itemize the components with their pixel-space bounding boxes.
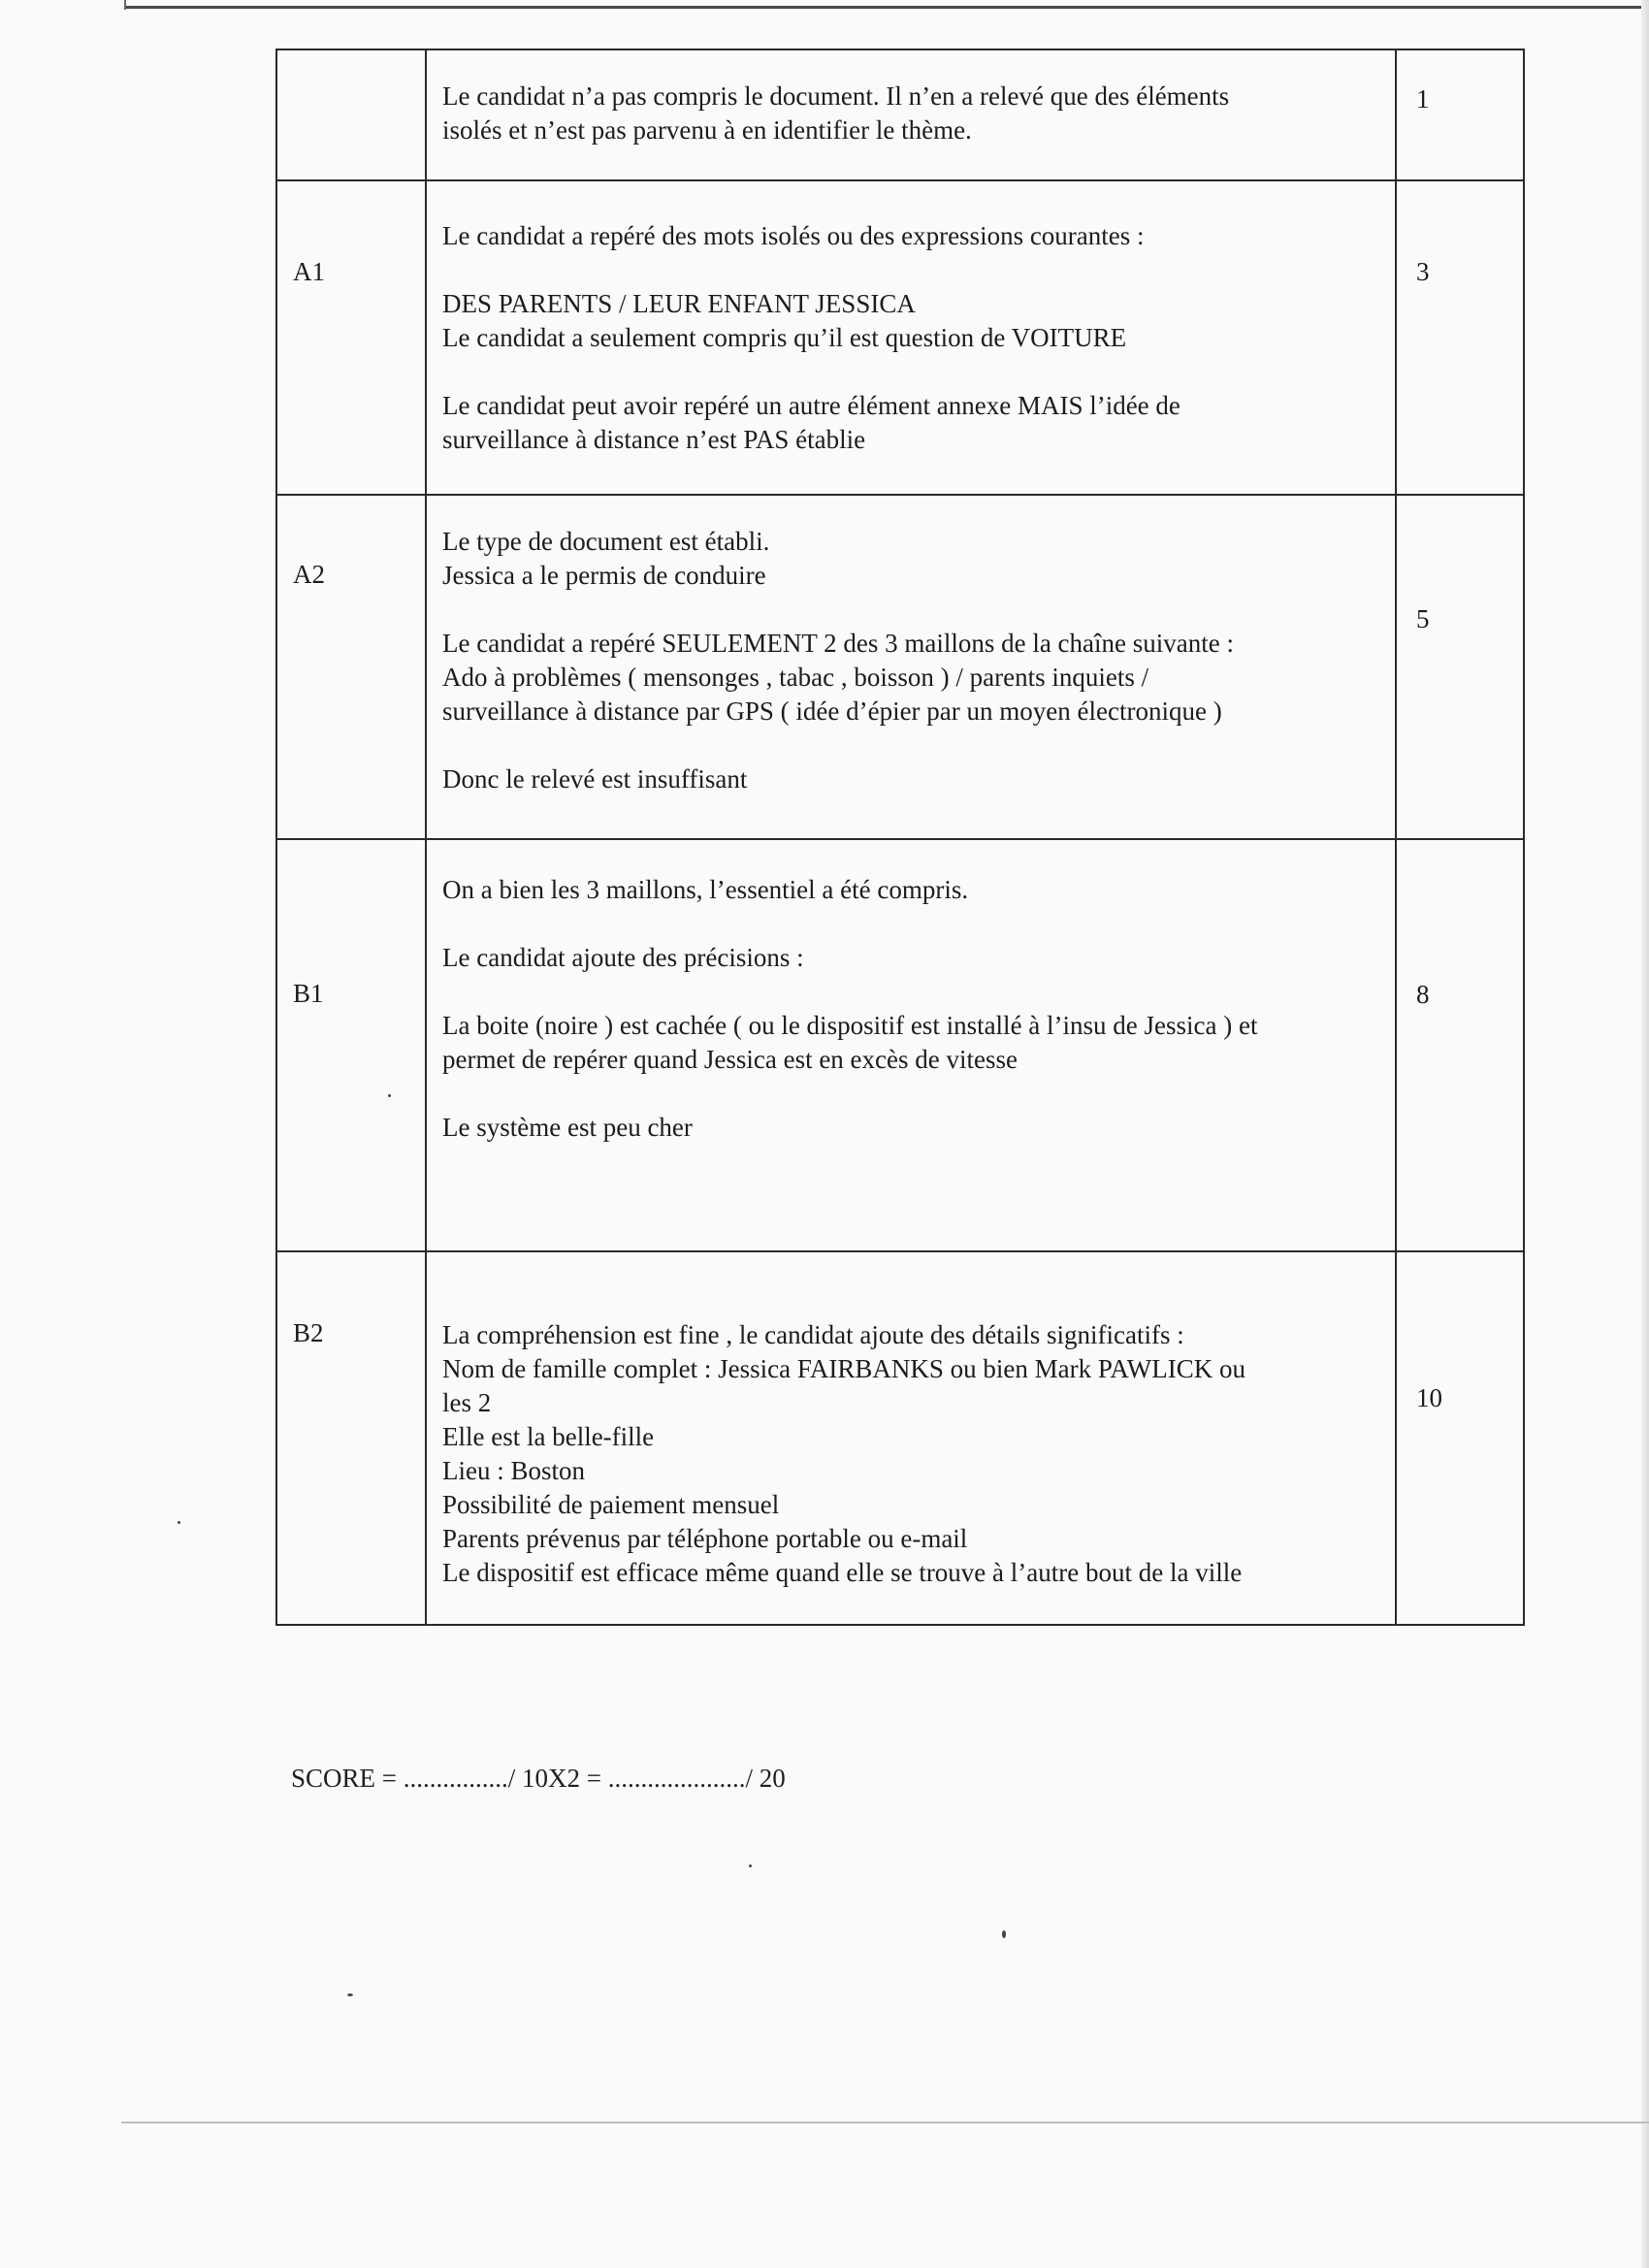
level-label: B1 (293, 979, 324, 1008)
description-line: permet de repérer quand Jessica est en excès de vitesse (442, 1045, 1018, 1074)
description-line: La boite (noire ) est cachée ( ou le dispositif est installé à l’insu de Jessica ) et (442, 1011, 1258, 1040)
table-row (276, 49, 1524, 180)
description-line: Nom de famille complet : Jessica FAIRBANKS ou bien Mark PAWLICK ou (442, 1354, 1245, 1383)
description-line: Jessica a le permis de conduire (442, 561, 766, 590)
scan-speck (749, 1864, 752, 1867)
description-paragraph (442, 627, 1383, 729)
description-cell (426, 495, 1396, 839)
table-row (276, 180, 1524, 495)
description-paragraph (442, 941, 1383, 975)
scan-right-edge (1641, 0, 1649, 2268)
score-value: 3 (1416, 257, 1430, 286)
description-cell (426, 180, 1396, 495)
scan-speck (178, 1521, 180, 1524)
description-line: Le candidat peut avoir repéré un autre élément annexe MAIS l’idée de (442, 391, 1180, 420)
table-row (276, 495, 1524, 839)
description-paragraph (442, 287, 1383, 355)
description-line: Le candidat a repéré des mots isolés ou des expressions courantes : (442, 221, 1145, 250)
description-paragraph (442, 219, 1383, 253)
score-value: 5 (1416, 604, 1430, 633)
description-paragraph (442, 525, 1383, 593)
description-line: Le système est peu cher (442, 1113, 693, 1142)
description-cell (426, 839, 1396, 1251)
level-cell (276, 49, 426, 180)
level-cell (276, 1251, 426, 1625)
score-cell (1396, 495, 1524, 839)
scan-speck (1002, 1930, 1006, 1938)
description-line: Le candidat n’a pas compris le document. Il n’en a relevé que des éléments (442, 81, 1230, 111)
description-line: les 2 (442, 1388, 492, 1417)
description-line: Lieu : Boston (442, 1456, 585, 1485)
scan-top-edge (126, 6, 1649, 9)
level-cell (276, 180, 426, 495)
description-line: Ado à problèmes ( mensonges , tabac , boisson ) / parents inquiets / (442, 663, 1149, 692)
description-line: surveillance à distance n’est PAS établie (442, 425, 866, 454)
description-paragraph (442, 1111, 1383, 1145)
description-paragraph (442, 389, 1383, 457)
grading-table (275, 49, 1525, 1626)
description-line: Parents prévenus par téléphone portable ou e-mail (442, 1524, 968, 1553)
description-line: Le candidat a seulement compris qu’il est question de VOITURE (442, 323, 1127, 352)
description-line: Le candidat a repéré SEULEMENT 2 des 3 maillons de la chaîne suivante : (442, 629, 1234, 658)
description-line: Elle est la belle-fille (442, 1422, 655, 1451)
description-paragraph (442, 1009, 1383, 1077)
score-value: 1 (1416, 84, 1430, 113)
description-line: Le type de document est établi. (442, 527, 770, 556)
score-value: 10 (1416, 1383, 1442, 1412)
scan-bottom-edge (121, 2122, 1649, 2123)
scan-speck (347, 1993, 353, 1996)
level-cell (276, 495, 426, 839)
score-cell (1396, 1251, 1524, 1625)
description-line: surveillance à distance par GPS ( idée d’épier par un moyen électronique ) (442, 697, 1222, 726)
level-cell (276, 839, 426, 1251)
description-line: Le dispositif est efficace même quand elle se trouve à l’autre bout de la ville (442, 1558, 1243, 1587)
description-line: On a bien les 3 maillons, l’essentiel a été compris. (442, 875, 969, 904)
description-line: DES PARENTS / LEUR ENFANT JESSICA (442, 289, 916, 318)
description-line: isolés et n’est pas parvenu à en identifier le thème. (442, 115, 972, 145)
table-row (276, 1251, 1524, 1625)
description-cell (426, 1251, 1396, 1625)
description-paragraph (442, 1318, 1383, 1590)
scan-speck (388, 1094, 391, 1097)
description-line: Le candidat ajoute des précisions : (442, 943, 804, 972)
level-label: A1 (293, 257, 325, 286)
score-value: 8 (1416, 980, 1430, 1009)
score-cell (1396, 180, 1524, 495)
level-label: A2 (293, 560, 325, 589)
description-paragraph (442, 762, 1383, 796)
level-label: B2 (293, 1318, 324, 1347)
description-paragraph (442, 80, 1383, 147)
score-cell (1396, 839, 1524, 1251)
score-cell (1396, 49, 1524, 180)
description-cell (426, 49, 1396, 180)
description-line: Possibilité de paiement mensuel (442, 1490, 780, 1519)
description-line: La compréhension est fine , le candidat ajoute des détails significatifs : (442, 1320, 1184, 1349)
description-line: Donc le relevé est insuffisant (442, 764, 748, 794)
table-row (276, 839, 1524, 1251)
description-paragraph (442, 873, 1383, 907)
score-line: SCORE = ................/ 10X2 = ...................../ 20 (291, 1764, 786, 1793)
